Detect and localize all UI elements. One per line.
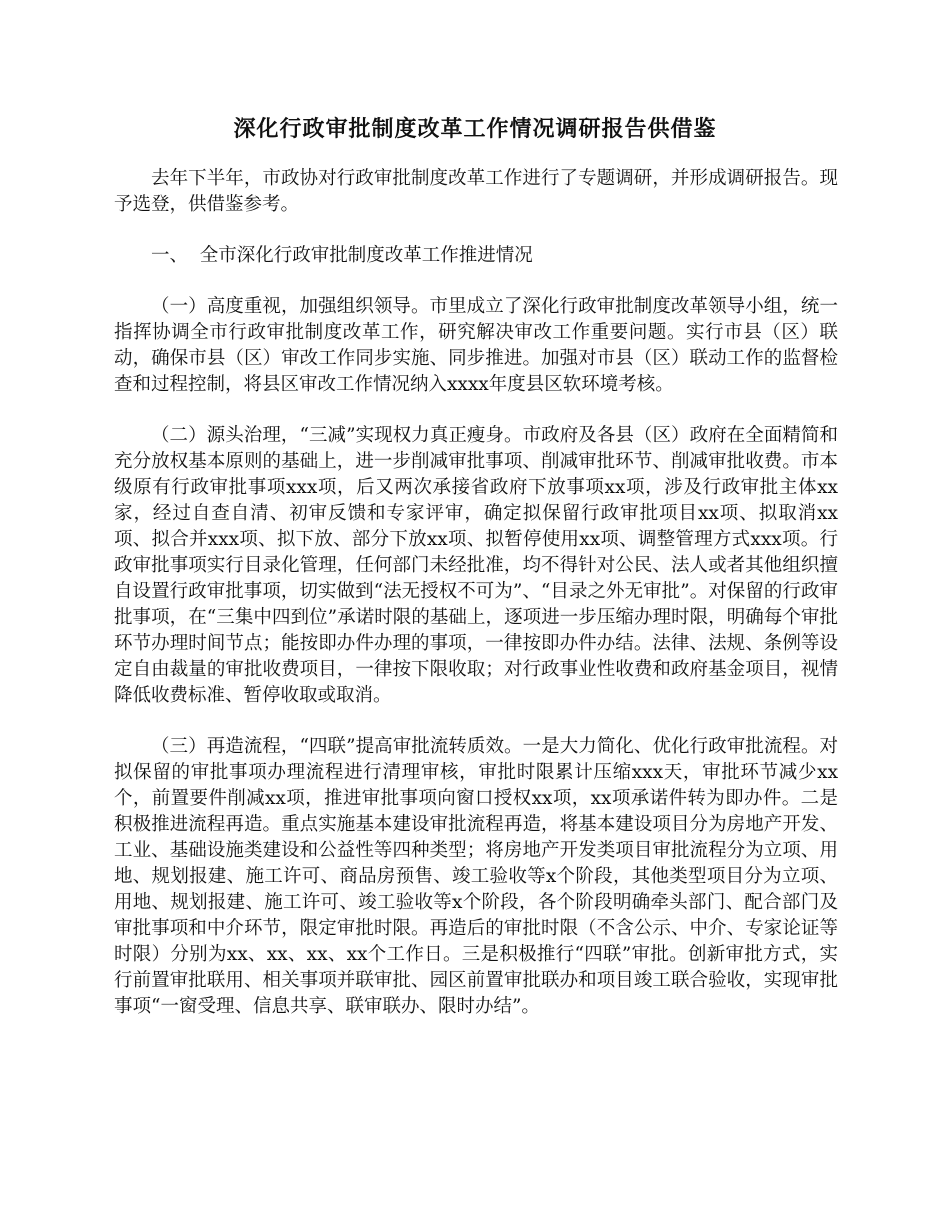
subsection-paragraph-1: （一）高度重视，加强组织领导。市里成立了深化行政审批制度改革领导小组，统一指挥协调全市行政审批制度改革工作，研究解决审改工作重要问题。实行市县（区）联动，确保市县（区）审改工作同步实施、同步推进。加强对市县（区）联动工作的监督检查和过程控制，将县区审改工作情况纳入xxxx年度县区软环境考核。 <box>114 296 838 395</box>
section-heading-1: 一、 全市深化行政审批制度改革工作推进情况 <box>151 245 533 266</box>
intro-paragraph: 去年下半年，市政协对行政审批制度改革工作进行了专题调研，并形成调研报告。现予选登，供借鉴参考。 <box>114 168 838 215</box>
subsection-paragraph-3: （三）再造流程，“四联”提高审批流转质效。一是大力简化、优化行政审批流程。对拟保留的审批事项办理流程进行清理审核，审批时限累计压缩xxx天，审批环节减少xx个，前置要件削减xx项，推进审批事项向窗口授权xx项，xx项承诺件转为即办件。二是积极推进流程再造。重点实施基本建设审批流程再造，将基本建设项目分为房地产开发、工业、基础设施类建设和公益性等四种类型；将房地产开发类项目审批流程分为立项、用地、规划报建、施工许可、商品房预售、竣工验收等x个阶段，其他类型项目分为立项、用地、规划报建、施工许可、竣工验收等x个阶段，各个阶段明确牵头部门、配合部门及审批事项和中介环节，限定审批时限。再造后的审批时限（不含公示、中介、专家论证等时限）分别为xx、xx、xx、xx个工作日。三是积极推行“四联”审批。创新审批方式，实行前置审批联用、相关事项并联审批、园区前置审批联办和项目竣工联合验收，实现审批事项“一窗受理、信息共享、联审联办、限时办结”。 <box>114 736 838 1017</box>
document-body <box>114 166 838 1045</box>
document-title: 深化行政审批制度改革工作情况调研报告供借鉴 <box>233 116 717 142</box>
subsection-paragraph-2: （二）源头治理，“三减”实现权力真正瘦身。市政府及各县（区）政府在全面精简和充分放权基本原则的基础上，进一步削减审批事项、削减审批环节、削减审批收费。市本级原有行政审批事项xxx项，后又两次承接省政府下放事项xx项，涉及行政审批主体xx家，经过自查自清、初审反馈和专家评审，确定拟保留行政审批项目xx项、拟取消xx项、拟合并xxx项、拟下放、部分下放xx项、拟暂停使用xx项、调整管理方式xxx项。行政审批事项实行目录化管理，任何部门未经批准，均不得针对公民、法人或者其他组织擅自设置行政审批事项，切实做到“法无授权不可为”、“目录之外无审批”。对保留的行政审批事项，在“三集中四到位”承诺时限的基础上，逐项进一步压缩办理时限，明确每个审批环节办理时间节点；能按即办件办理的事项，一律按即办件办结。法律、法规、条例等设定自由裁量的审批收费项目，一律按下限收取；对行政事业性收费和政府基金项目，视情降低收费标准、暂停收取或取消。 <box>114 425 838 706</box>
